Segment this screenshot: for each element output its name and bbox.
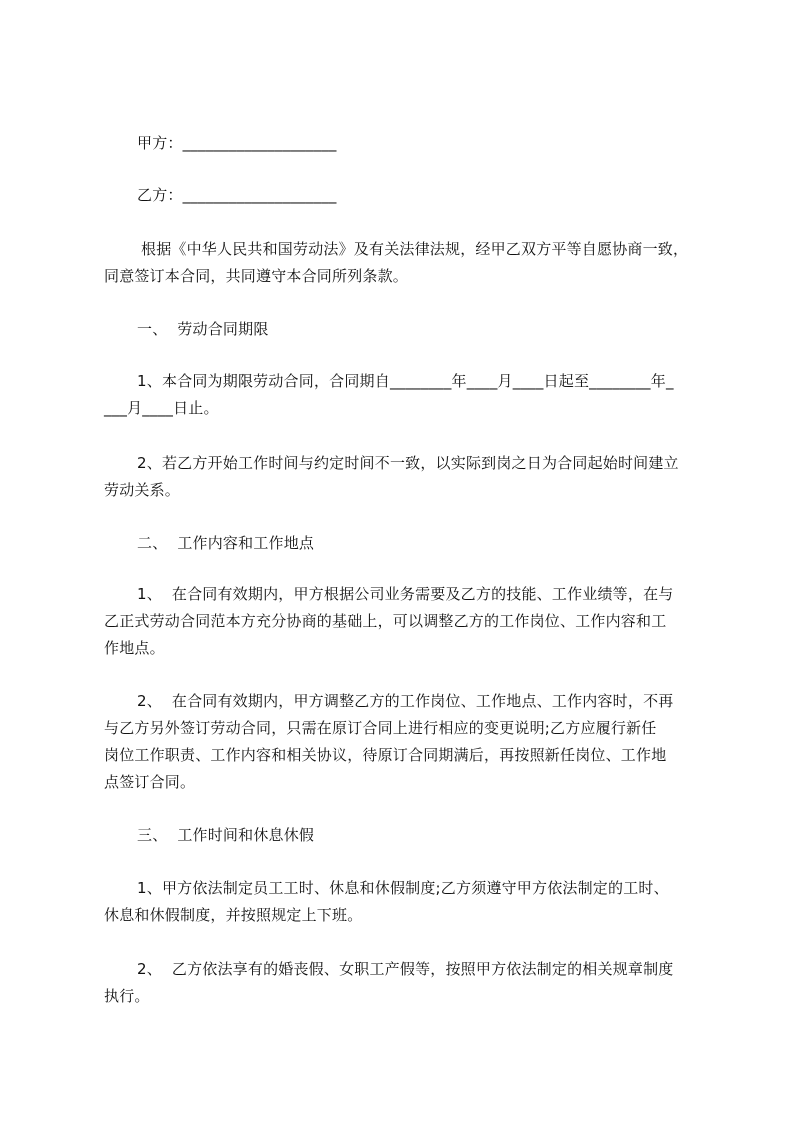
clause-line: 1、本合同为期限劳动合同，合同期自________年____月____日起至________年_ [137, 372, 674, 390]
clause-line: 作地点。 [104, 639, 165, 657]
clause-line: 2、若乙方开始工作时间与约定时间不一致，以实际到岗之日为合同起始时间建立 [137, 454, 679, 472]
clause-line: ___月____日止。 [104, 399, 219, 417]
clause-line: 点签订合同。 [104, 773, 196, 791]
clause-line: 执行。 [104, 987, 150, 1005]
section-1-heading: 一、 劳动合同期限 [137, 320, 269, 338]
clause-line: 与乙方另外签订劳动合同，只需在原订合同上进行相应的变更说明;乙方应履行新任 [104, 719, 657, 737]
clause-line: 劳动关系。 [104, 481, 181, 499]
party-b-line: 乙方：____________________ [137, 186, 337, 204]
clause-line: 2、 在合同有效期内，甲方调整乙方的工作岗位、工作地点、工作内容时，不再 [137, 692, 674, 710]
clause-line: 乙正式劳动合同范本方充分协商的基础上，可以调整乙方的工作岗位、工作内容和工 [104, 612, 667, 630]
section-2-heading: 二、 工作内容和工作地点 [137, 534, 315, 552]
party-a-line: 甲方：____________________ [137, 134, 337, 152]
clause-line: 1、甲方依法制定员工工时、休息和休假制度;乙方须遵守甲方依法制定的工时、 [137, 879, 669, 897]
clause-line: 2、 乙方依法享有的婚丧假、女职工产假等，按照甲方依法制定的相关规章制度 [137, 960, 674, 978]
preamble-line: 同意签订本合同，共同遵守本合同所列条款。 [104, 267, 409, 285]
clause-line: 岗位工作职责、工作内容和相关协议，待原订合同期满后，再按照新任岗位、工作地 [104, 746, 667, 764]
section-3-heading: 三、 工作时间和休息休假 [137, 826, 315, 844]
clause-line: 1、 在合同有效期内，甲方根据公司业务需要及乙方的技能、工作业绩等，在与 [137, 585, 674, 603]
clause-line: 休息和休假制度，并按照规定上下班。 [104, 906, 363, 924]
preamble-line: 根据《中华人民共和国劳动法》及有关法律法规，经甲乙双方平等自愿协商一致， [141, 240, 689, 258]
